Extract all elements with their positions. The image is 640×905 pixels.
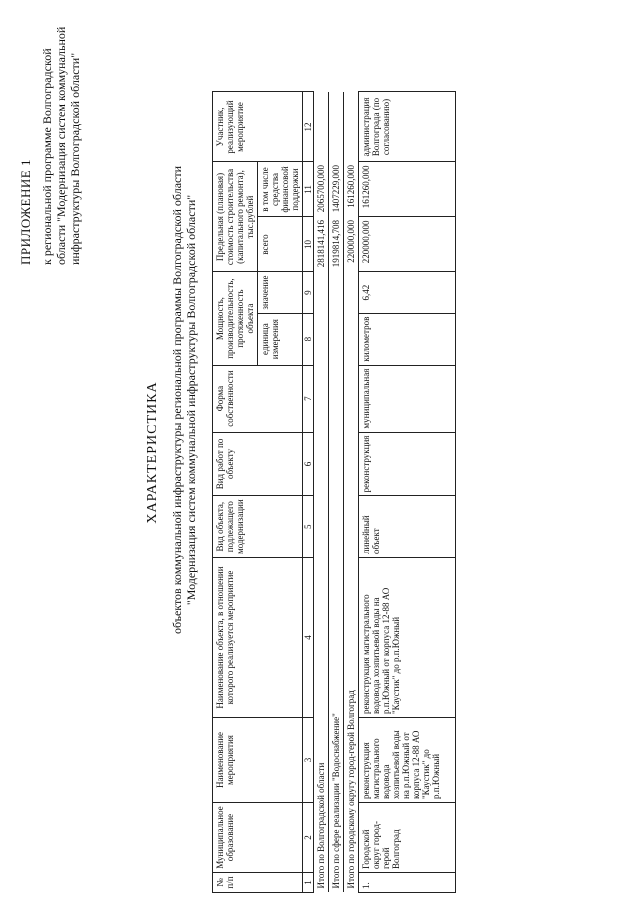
- support-amount: 1407229,000: [329, 162, 344, 217]
- total-amount: 1919814,708: [329, 217, 344, 272]
- column-number: 11: [303, 162, 314, 217]
- column-number: 12: [303, 92, 314, 162]
- support-amount: 2065700,000: [314, 162, 329, 217]
- header-object-type: Вид объекта, подлежащего модернизации: [213, 496, 303, 558]
- header-ownership: Форма собственности: [213, 365, 303, 432]
- header-cost: Предельная (плановая) стоимость строительства (капитального ремонта), тыс.рублей: [213, 162, 258, 272]
- column-number: 8: [303, 313, 314, 365]
- row-measure: реконструкция магистрального водовода хозпитьевой воды на р.п.Южный от корпуса 12-88 АО "Каустик" до р.п.Южный: [359, 718, 456, 803]
- column-number: 1: [303, 873, 314, 893]
- row-number: 1.: [359, 873, 456, 893]
- row-work-type: реконструкция: [359, 432, 456, 496]
- header-participant: Участник, реализующий мероприятие: [213, 92, 303, 162]
- row-municipality: Городской округ город-герой Волгоград: [359, 803, 456, 873]
- support-amount: 161260,000: [344, 162, 359, 217]
- row-unit: километров: [359, 313, 456, 365]
- row-total: 220000,000: [359, 217, 456, 272]
- header-municipality: Муниципальное образование: [213, 803, 303, 873]
- header-object-name: Наименование объекта, в отношении которого реализуется мероприятие: [213, 558, 303, 718]
- row-ownership: муниципальная: [359, 365, 456, 432]
- column-number: 3: [303, 718, 314, 803]
- row-value: 6,42: [359, 272, 456, 313]
- column-numbers-row: [303, 92, 314, 893]
- column-number: 9: [303, 272, 314, 313]
- header-total: всего: [258, 217, 303, 272]
- column-number: 5: [303, 496, 314, 558]
- header-value: значение: [258, 272, 303, 313]
- annex-title: ПРИЛОЖЕНИЕ 1: [18, 159, 33, 265]
- annex-reference: к региональной программе Волгоградской области "Модернизация систем коммунальной инфраструктуры Волгоградской области": [40, 26, 82, 265]
- header-unit: единица измерения: [258, 313, 303, 365]
- column-number: 6: [303, 432, 314, 496]
- total-row-region: [314, 92, 329, 893]
- header-measure: Наименование мероприятия: [213, 718, 303, 803]
- header-incl-support: в том числе средства финансовой поддержки: [258, 162, 303, 217]
- header-capacity: Мощность, производительность, протяженность объекта: [213, 272, 258, 365]
- column-number: 10: [303, 217, 314, 272]
- column-number: 4: [303, 558, 314, 718]
- total-row-water-supply: [329, 92, 344, 893]
- total-amount: 220000,000: [344, 217, 359, 272]
- document-title: ХАРАКТЕРИСТИКА: [145, 381, 160, 524]
- objects-table: [212, 92, 456, 894]
- total-row-volgograd: [344, 92, 359, 893]
- row-object-name: реконструкция магистрального водовода хозпитьевой воды на р.п.Южный от корпуса 12-88 АО "Каустик" до р.п.Южный: [359, 558, 456, 718]
- header-num: № п/п: [213, 873, 303, 893]
- total-label: Итого по городскому округу город-герой Волгоград: [344, 272, 359, 893]
- total-amount: 2818141,416: [314, 217, 329, 272]
- total-label: Итого по Волгоградской области: [314, 272, 329, 893]
- row-object-type: линейный объект: [359, 496, 456, 558]
- document-subtitle: объектов коммунальной инфраструктуры региональной программы Волгоградской области "Модернизация систем коммунальной инфраструктуры Волгоградской области": [170, 165, 198, 635]
- total-label: Итого по сфере реализации "Водоснабжение": [329, 272, 344, 893]
- table-row: [359, 92, 456, 893]
- header-row-1: [213, 92, 258, 893]
- column-number: 7: [303, 365, 314, 432]
- column-number: 2: [303, 803, 314, 873]
- header-work-type: Вид работ по объекту: [213, 432, 303, 496]
- row-support: 161260,000: [359, 162, 456, 217]
- row-participant: администрация Волгограда (по согласованию): [359, 92, 456, 162]
